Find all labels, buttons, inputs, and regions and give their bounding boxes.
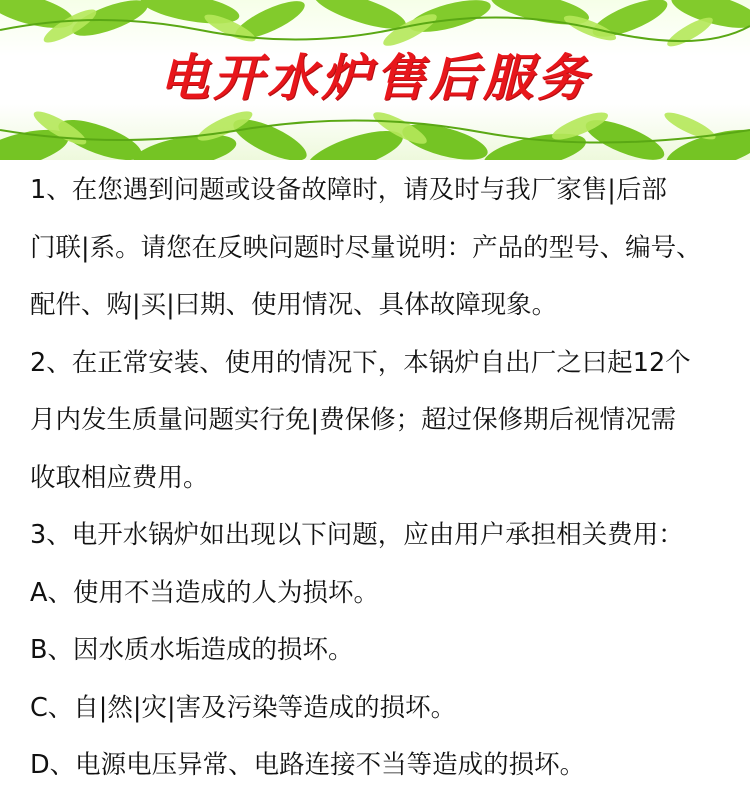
text-line: 配件、购|买|曰期、使用情况、具体故障现象。 <box>30 290 558 320</box>
text-line: 月内发生质量问题实行免|费保修；超过保修期后视情况需 <box>30 405 677 435</box>
text-line: 门联|系。请您在反映问题时尽量说明：产品的型号、编号、 <box>30 232 702 263</box>
service-terms <box>30 162 740 795</box>
page-title: 电开水炉售后服务 <box>159 48 591 107</box>
text-line: A、使用不当造成的人为损坏。 <box>30 577 379 608</box>
text-line: C、自|然|灾|害及污染等造成的损坏。 <box>30 692 457 723</box>
text-line: 收取相应费用。 <box>30 462 209 493</box>
header-banner <box>0 0 750 160</box>
text-line: 2、在正常安装、使用的情况下，本锅炉自出厂之曰起12个 <box>30 347 691 378</box>
text-line: 3、电开水锅炉如出现以下问题，应由用户承担相关费用： <box>30 520 684 550</box>
text-line: D、电源电压异常、电路连接不当等造成的损坏。 <box>30 750 586 780</box>
text-line: B、因水质水垢造成的损坏。 <box>30 635 354 665</box>
text-line: 1、在您遇到问题或设备故障时，请及时与我厂家售|后部 <box>30 175 667 205</box>
